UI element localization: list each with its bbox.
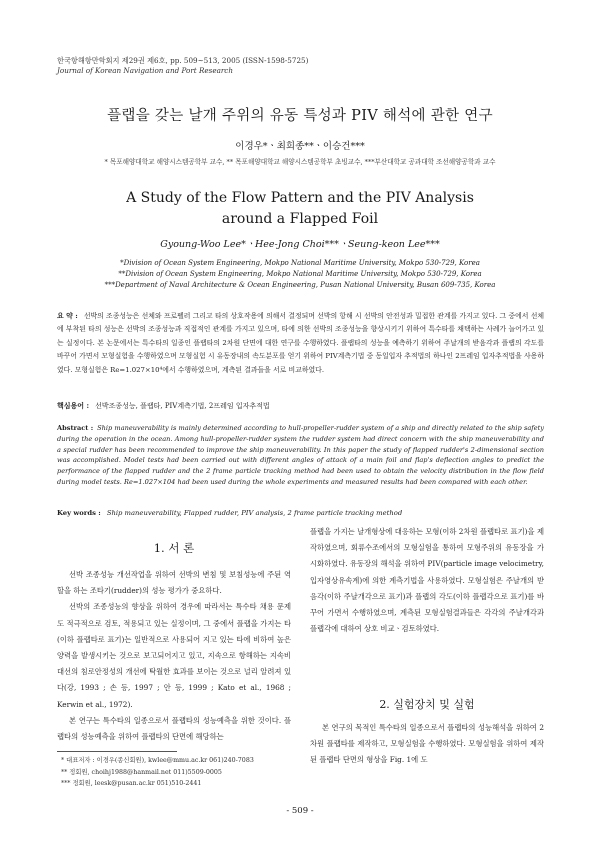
paragraph: 선박 조종성능 개선작업을 위하여 선박의 변침 및 보침성능에 주된 역할을 하는 조타기(rudder)의 성능 평가가 중요하다. — [57, 570, 291, 596]
keywords-korean-label: 핵심용어 : — [57, 401, 90, 410]
title-english — [0, 188, 600, 230]
affiliations-korean: * 목포해양대학교 해양시스템공학부 교수, ** 목포해양대학교 해양시스템공학부 초빙교수, ***부산대학교 공과대학 조선해양공학과 교수 — [104, 158, 496, 166]
journal-header — [57, 56, 308, 76]
abstract-english-text: Ship maneuverability is mainly determined according to hull-propeller-rudder system of a ship and directly related to the ship safety during the operation in the ocean. Among hull-propeller-rudder system the rudder system had direct concern with the ship maneuverability and a special rudder has been recommended to improve the ship maneuverability. In this paper the study of flapped rudder's 2-dimensional section was accomplished. Model tests had been carried out with different angles of attack of a main foil and flap's deflection angles to predict the performance of the flapped rudder and the 2 frame particle tracking method had been used to obtain the velocity distribution in the flow field during model tests. Re=1.027×104 had been used during the whole experiments and measured results had been compared with each other. — [57, 424, 544, 486]
left-column-body — [57, 567, 291, 745]
footnotes — [61, 755, 254, 790]
footnote-divider — [57, 751, 177, 752]
keywords-korean-text: 선박조종성능, 플랩타, PIV계측기법, 2프레임 입자추적법 — [95, 402, 270, 410]
authors-korean: 이경우*ㆍ최희종**ㆍ이승건*** — [235, 141, 365, 152]
page-number: - 509 - — [286, 806, 314, 816]
paragraph: 플랩을 가지는 날개형상에 대응하는 모형(이하 2차원 플랩타로 표기)을 제작하였으며, 회류수조에서의 모형실험을 통하여 모형주위의 유동장을 가시화하였다. 유동장의 해석을 위하여 PIV(particle image velocimetry, 입자영상유속계)에 의한 계측기법을 사용하였다. 모형실험은 주날개의 받음각(이하 주날개각으로 표기)과 플랩의 각도(이하 플랩각으로 표기)를 바꾸어 가면서 수행하였으며, 계측된 모형실험결과들은 각각의 주날개각과 플랩각에 대하여 상호 비교ㆍ검토하였다. — [310, 527, 544, 634]
affiliations-english — [0, 258, 600, 291]
affiliation-1: *Division of Ocean System Engineering, Mokpo National Maritime University, Mokpo 530-729, Korea — [120, 259, 480, 267]
affiliation-3: ***Department of Naval Architecture & Ocean Engineering, Pusan National University, Busan 609-735, Korea — [104, 281, 496, 289]
paragraph: 선박의 조종성능의 향상을 위하여 경우에 따라서는 특수타 채용 문제도 적극적으로 검토, 적용되고 있는 실정이며, 그 중에서 플랩을 가지는 타(이하 플랩타로 표기)는 일반적으로 사용되어 지고 있는 타에 비하여 높은 양력을 발생시키는 것으로 보고되어지고 있고, 지속으로 항해하는 지속비대선의 침로안정성의 개선에 탁월한 효과를 보이는 것으로 널리 알려져 있다(강, 1993 ; 손 등, 1997 ; 안 등, 1999 ; Kato et al., 1968 ; Kerwin et al., 1972). — [57, 602, 291, 709]
keywords-english — [57, 509, 402, 517]
keywords-english-text: Ship maneuverability, Flapped rudder, PIV analysis, 2 frame particle tracking method — [106, 509, 403, 517]
abstract-english-label: Abstract : — [57, 424, 94, 432]
keywords-korean — [57, 401, 270, 411]
keywords-english-label: Key words : — [57, 509, 101, 517]
affiliation-2: **Division of Ocean System Engineering, Mokpo National Maritime University, Mokpo 530-729, Korea — [118, 270, 482, 278]
title-korean: 플랩을 갖는 날개 주위의 유동 특성과 PIV 해석에 관한 연구 — [107, 108, 493, 124]
paragraph: 본 연구의 목적인 특수타의 일종으로서 플랩타의 성능해석을 위하여 2차원 플랩타를 제작하고, 모형실험을 수행하였다. 모형실험을 위하여 제작된 플랩타 단면의 형상을 Fig. 1에 도 — [310, 723, 544, 765]
title-english-line1: A Study of the Flow Pattern and the PIV Analysis — [126, 190, 474, 206]
journal-citation: 한국항해항만학회지 제29권 제6호, pp. 509~513, 2005 (ISSN-1598-5725) — [57, 56, 309, 65]
abstract-korean-text: 선박의 조종성능은 선체와 프로펠러 그리고 타의 상호작용에 의해서 결정되며 선박의 항해 시 선박의 안전성과 밀접한 관계를 가지고 있다. 그 중에서 선체에 부착된 타의 성능은 선박의 조종성능과 직접적인 관계를 가지고 있으며, 타에 의한 선박의 조종성능을 향상시키기 위하여 특수타를 채택하는 사례가 늘어가고 있는 실정이다. 본 논문에서는 특수타의 일종인 플랩타의 2차원 단면에 대한 연구를 수행하였다. 플랩타의 성능을 예측하기 위하여 주날개의 받음각과 플랩의 각도를 바꾸어 가면서 모형실험을 수행하였으며 모형실험 시 유동장내의 속도분포를 얻기 위하여 PIV계측기법 중 동일입자 추적법의 하나인 2프레임 입자추적법을 사용하였다. 모형실험은 Re=1.027×10⁴에서 수행하였으며, 계측된 결과들을 서로 비교하였다. — [57, 312, 545, 374]
abstract-english — [57, 423, 544, 488]
footnote-1: * 대표저자 : 이경우(종신회원), kwlee@mmu.ac.kr 061)240-7083 — [61, 757, 254, 764]
paragraph: 본 연구는 특수타의 일종으로서 플랩타의 성능예측을 위한 것이다. 플랩타의 성능예측을 위하여 플랩타의 단면에 해당하는 — [57, 715, 291, 742]
abstract-korean — [57, 310, 544, 377]
section-2-heading: 2. 실험장치 및 실험 — [379, 698, 475, 711]
journal-name-en: Journal of Korean Navigation and Port Research — [57, 66, 233, 75]
right-column-body — [310, 524, 544, 637]
authors-english: Gyoung-Woo Lee*ㆍHee-Jong Choi***ㆍSeung-keon Lee*** — [160, 239, 440, 250]
section-1-heading: 1. 서 론 — [153, 541, 195, 555]
section-2-body — [310, 720, 544, 769]
title-english-line2: around a Flapped Foil — [221, 211, 379, 227]
abstract-korean-label: 요 약 : — [57, 312, 78, 320]
footnote-3: *** 정회원, leesk@pusan.ac.kr 051)510-2441 — [61, 780, 202, 787]
footnote-2: ** 정회원, choihj1988@hanmail.net 011)5509-0005 — [61, 768, 222, 776]
